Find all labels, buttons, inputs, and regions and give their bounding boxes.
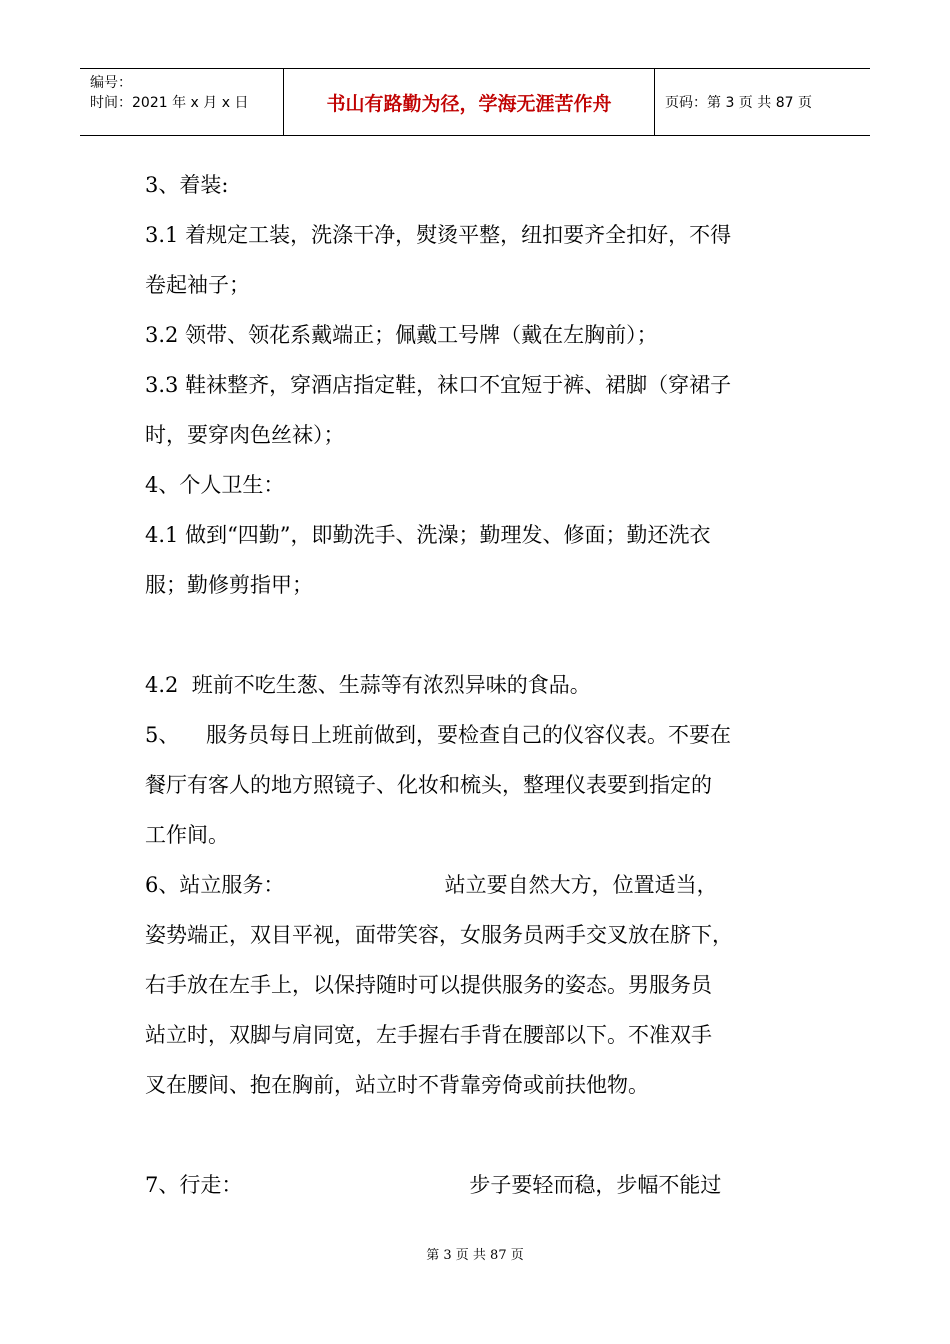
blank-line bbox=[145, 610, 815, 660]
body-line: 3.2 领带、领花系戴端正；佩戴工号牌（戴在左胸前）； bbox=[145, 323, 658, 347]
header-motto: 书山有路勤为径，学海无涯苦作舟 bbox=[283, 69, 655, 135]
body-line: 5、 服务员每日上班前做到，要检查自己的仪容仪表。不要在 bbox=[145, 723, 732, 747]
body-line: 餐厅有客人的地方照镜子、化妆和梳头，整理仪表要到指定的 bbox=[145, 773, 712, 797]
body-line: 工作间。 bbox=[145, 823, 229, 847]
document-date: 时间：2021 年 x 月 x 日 bbox=[90, 95, 249, 111]
header-page-info: 页码：第 3 页 共 87 页 bbox=[665, 95, 812, 111]
document-number: 编号： bbox=[90, 75, 132, 91]
body-line: 6、站立服务： 站立要自然大方，位置适当， bbox=[145, 873, 718, 897]
body-line: 时，要穿肉色丝袜）； bbox=[145, 423, 345, 447]
blank-line bbox=[145, 1110, 815, 1160]
body-line: 4.1 做到“四勤”，即勤洗手、洗澡；勤理发、修面；勤还洗衣 bbox=[145, 523, 711, 547]
body-line: 叉在腰间、抱在胸前，站立时不背靠旁倚或前扶他物。 bbox=[145, 1073, 649, 1097]
body-line: 右手放在左手上，以保持随时可以提供服务的姿态。男服务员 bbox=[145, 973, 712, 997]
body-line: 4、个人卫生： bbox=[145, 473, 285, 497]
body-line: 3、着装: bbox=[145, 173, 229, 197]
document-body bbox=[145, 160, 815, 1210]
body-line: 7、行走： 步子要轻而稳，步幅不能过 bbox=[145, 1173, 722, 1197]
body-line: 卷起袖子； bbox=[145, 273, 250, 297]
header-meta bbox=[80, 69, 283, 135]
body-line: 服；勤修剪指甲； bbox=[145, 573, 313, 597]
body-line: 站立时，双脚与肩同宽，左手握右手背在腰部以下。不准双手 bbox=[145, 1023, 712, 1047]
page-header bbox=[80, 68, 870, 136]
body-line: 4.2 班前不吃生葱、生蒜等有浓烈异味的食品。 bbox=[145, 673, 591, 697]
body-line: 3.1 着规定工装，洗涤干净，熨烫平整，纽扣要齐全扣好，不得 bbox=[145, 223, 732, 247]
body-line: 3.3 鞋袜整齐，穿酒店指定鞋，袜口不宜短于裤、裙脚（穿裙子 bbox=[145, 373, 732, 397]
page-footer: 第 3 页 共 87 页 bbox=[426, 1248, 524, 1263]
body-line: 姿势端正，双目平视，面带笑容，女服务员两手交叉放在脐下， bbox=[145, 923, 733, 947]
